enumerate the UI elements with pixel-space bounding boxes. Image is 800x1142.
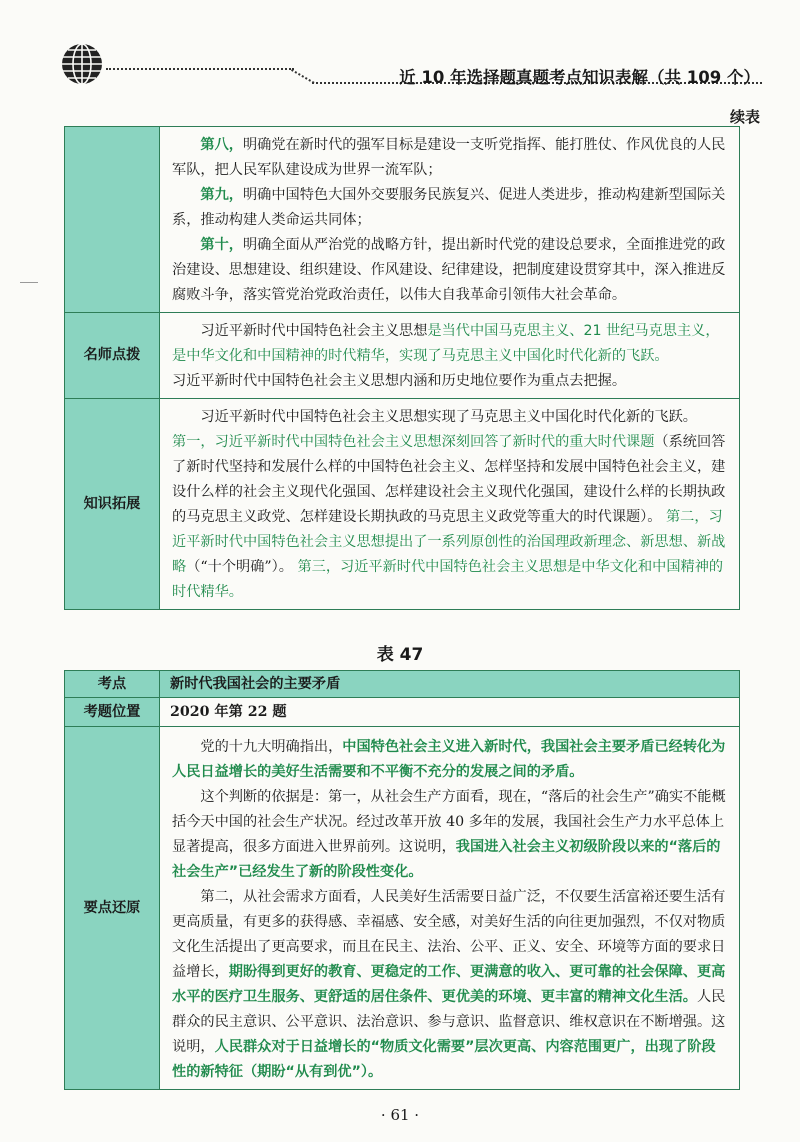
yaodian-paragraph-2: 这个判断的依据是：第一，从社会生产方面看，现在，“落后的社会生产”确实不能概括今天中国的社会生产状况。经过改革开放 40 多年的发展，我国社会生产力水平总体上显著提高，很多方面进入世界前列。这说明，我国进入社会主义初级阶段以来的“落后的社会生产”已经发生了新的阶段性变化。 xyxy=(172,789,726,880)
yaodian-paragraph-3: 第二，从社会需求方面看，人民美好生活需要日益广泛，不仅要生活富裕还要生活有更高质量，有更多的获得感、幸福感、安全感，对美好生活的向往更加强烈，不仅对物质文化生活提出了更高要求，而且在民主、法治、公平、正义、安全、环境等方面的要求日益增长，期盼得到更好的教育、更稳定的工作、更满意的收入、更可靠的社会保障、更高水平的医疗卫生服务、更舒适的居住条件、更优美的环境、更丰富的精神文化生活。人民群众的民主意识、公平意识、法治意识、参与意识、监督意识、维权意识在不断增强。这说明，人民群众对于日益增长的“物质文化需要”层次更高、内容范围更广，出现了阶段性的新特征（期盼“从有到优”）。 xyxy=(172,889,726,1080)
position-value: 2020 年第 22 题 xyxy=(160,698,740,727)
paragraph-eighth: 第八，明确党在新时代的强军目标是建设一支听党指挥、能打胜仗、作风优良的人民军队，把人民军队建设成为世界一流军队； xyxy=(172,137,726,178)
row-label-empty xyxy=(65,127,160,313)
kaodian-value: 新时代我国社会的主要矛盾 xyxy=(160,671,740,698)
content-cell xyxy=(160,399,740,610)
margin-mark xyxy=(20,282,38,283)
zhishi-paragraph-1: 习近平新时代中国特色社会主义思想实现了马克思主义中国化时代化新的飞跃。 xyxy=(200,409,697,425)
zhishi-paragraph-2: 第一，习近平新时代中国特色社会主义思想深刻回答了新时代的重大时代课题（系统回答了新时代坚持和发展什么样的中国特色社会主义、怎样坚持和发展中国特色社会主义，建设什么样的社会主义现代化强国、怎样建设社会主义现代化强国，建设什么样的长期执政的马克思主义政党、怎样建设长期执政的马克思主义政党等重大的时代课题）。 第二，习近平新时代中国特色社会主义思想提出了一系列原创性的治国理政新理念、新思想、新战略（“十个明确”）。 第三，习近平新时代中国特色社会主义思想是中华文化和中国精神的时代精华。 xyxy=(172,434,726,600)
paragraph-ninth: 第九，明确中国特色大国外交要服务民族复兴、促进人类进步，推动构建新型国际关系，推动构建人类命运共同体； xyxy=(172,187,726,228)
mingshi-paragraph-1: 习近平新时代中国特色社会主义思想是当代中国马克思主义、21 世纪马克思主义，是中华文化和中国精神的时代精华，实现了马克思主义中国化时代化新的飞跃。 xyxy=(172,323,720,364)
table-row xyxy=(65,313,740,399)
header-dotted-line xyxy=(106,68,294,70)
yaodian-content xyxy=(160,727,740,1090)
yaodian-paragraph-1: 党的十九大明确指出，中国特色社会主义进入新时代，我国社会主要矛盾已经转化为人民日益增长的美好生活需要和不平衡不充分的发展之间的矛盾。 xyxy=(172,739,726,780)
table-47 xyxy=(64,670,740,1090)
mingshi-paragraph-2: 习近平新时代中国特色社会主义思想内涵和历史地位要作为重点去把握。 xyxy=(172,373,627,389)
table-row xyxy=(65,127,740,313)
header-dotted-slant xyxy=(291,69,315,84)
kaodian-label: 考点 xyxy=(65,671,160,698)
page-number: · 61 · xyxy=(380,1106,420,1124)
table-row xyxy=(65,698,740,727)
continued-label: 续表 xyxy=(729,108,760,126)
position-label: 考题位置 xyxy=(65,698,160,727)
table-47-caption: 表 47 xyxy=(376,645,424,665)
table-row xyxy=(65,727,740,1090)
page-header-title: 近 10 年选择题真题考点知识表解（共 109 个） xyxy=(399,68,760,87)
row-label-mingshi: 名师点拨 xyxy=(65,313,160,399)
paragraph-tenth: 第十，明确全面从严治党的战略方针，提出新时代党的建设总要求，全面推进党的政治建设、思想建设、组织建设、作风建设、纪律建设，把制度建设贯穿其中，深入推进反腐败斗争，落实管党治党政治责任，以伟大自我革命引领伟大社会革命。 xyxy=(172,237,726,303)
table-row xyxy=(65,671,740,698)
content-cell xyxy=(160,127,740,313)
globe-logo-icon xyxy=(60,42,104,86)
content-cell xyxy=(160,313,740,399)
table-row xyxy=(65,399,740,610)
table-46-continued xyxy=(64,126,740,610)
row-label-zhishi: 知识拓展 xyxy=(65,399,160,610)
yaodian-label: 要点还原 xyxy=(65,727,160,1090)
